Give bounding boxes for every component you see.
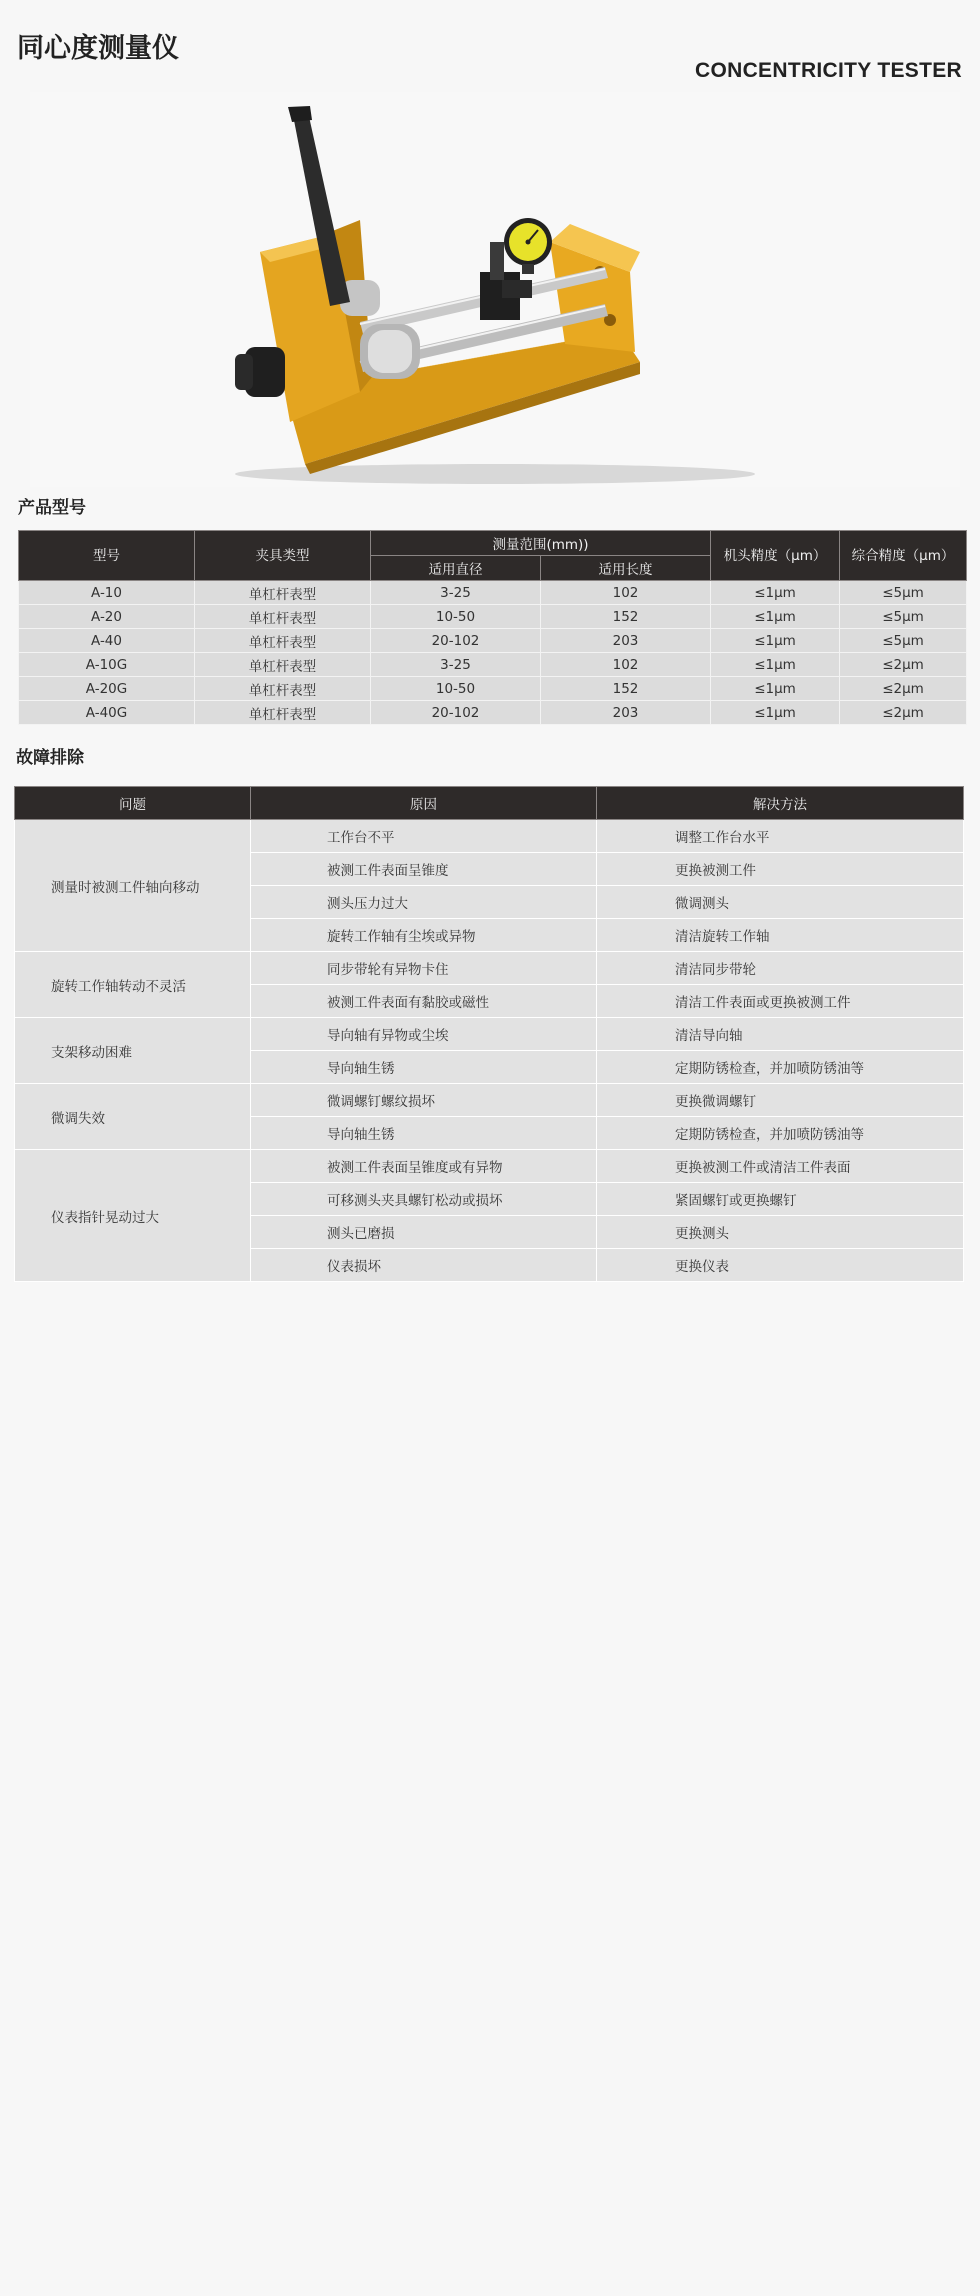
cell-model: A-10G: [19, 653, 195, 677]
cell-cause: 导向轴生锈: [251, 1117, 597, 1150]
section-title-models: 产品型号: [18, 498, 86, 518]
cell-solution: 定期防锈检查，并加喷防锈油等: [597, 1051, 964, 1084]
cell-overall-precision: ≤2μm: [840, 677, 967, 701]
cell-diameter: 10-50: [371, 605, 541, 629]
cell-cause: 导向轴有异物或尘埃: [251, 1018, 597, 1051]
cell-fixture: 单杠杆表型: [195, 701, 371, 725]
cell-solution: 清洁旋转工作轴: [597, 919, 964, 952]
header-fixture: 夹具类型: [195, 531, 371, 581]
cell-head-precision: ≤1μm: [711, 605, 840, 629]
header-diameter: 适用直径: [371, 556, 541, 581]
cell-solution: 更换仪表: [597, 1249, 964, 1282]
cell-diameter: 20-102: [371, 629, 541, 653]
cell-solution: 清洁同步带轮: [597, 952, 964, 985]
cell-length: 102: [541, 653, 711, 677]
cell-solution: 更换微调螺钉: [597, 1084, 964, 1117]
cell-solution: 定期防锈检查，并加喷防锈油等: [597, 1117, 964, 1150]
troubleshooting-table: [14, 786, 964, 1282]
header-model: 型号: [19, 531, 195, 581]
header-solution: 解决方法: [597, 787, 964, 820]
cell-overall-precision: ≤5μm: [840, 629, 967, 653]
cell-model: A-10: [19, 581, 195, 605]
cell-solution: 清洁导向轴: [597, 1018, 964, 1051]
cell-solution: 紧固螺钉或更换螺钉: [597, 1183, 964, 1216]
cell-head-precision: ≤1μm: [711, 629, 840, 653]
cell-length: 203: [541, 701, 711, 725]
table-row: [19, 605, 967, 629]
table-row: [19, 677, 967, 701]
cell-diameter: 3-25: [371, 581, 541, 605]
cell-length: 102: [541, 581, 711, 605]
cell-solution: 更换被测工件: [597, 853, 964, 886]
cell-cause: 同步带轮有异物卡住: [251, 952, 597, 985]
cell-cause: 测头压力过大: [251, 886, 597, 919]
cell-cause: 测头已磨损: [251, 1216, 597, 1249]
cell-head-precision: ≤1μm: [711, 701, 840, 725]
cell-cause: 被测工件表面呈锥度: [251, 853, 597, 886]
header-cause: 原因: [251, 787, 597, 820]
cell-length: 203: [541, 629, 711, 653]
cell-solution: 微调测头: [597, 886, 964, 919]
cell-overall-precision: ≤2μm: [840, 653, 967, 677]
section-title-faults: 故障排除: [16, 748, 84, 768]
table-row: [19, 629, 967, 653]
cell-solution: 调整工作台水平: [597, 820, 964, 853]
header-range: 测量范围(mm)): [371, 531, 711, 556]
cell-fixture: 单杠杆表型: [195, 653, 371, 677]
cell-diameter: 10-50: [371, 677, 541, 701]
cell-problem: 微调失效: [15, 1084, 251, 1150]
cell-problem: 支架移动困难: [15, 1018, 251, 1084]
cell-cause: 被测工件表面呈锥度或有异物: [251, 1150, 597, 1183]
cell-model: A-20G: [19, 677, 195, 701]
table-row: [19, 701, 967, 725]
table-row: [19, 581, 967, 605]
cell-model: A-40G: [19, 701, 195, 725]
cell-problem: 旋转工作轴转动不灵活: [15, 952, 251, 1018]
cell-problem: 测量时被测工件轴向移动: [15, 820, 251, 952]
cell-problem: 仪表指针晃动过大: [15, 1150, 251, 1282]
page-title-english: CONCENTRICITY TESTER: [695, 59, 962, 82]
cell-head-precision: ≤1μm: [711, 653, 840, 677]
cell-head-precision: ≤1μm: [711, 581, 840, 605]
cell-model: A-40: [19, 629, 195, 653]
page-title: 同心度测量仪: [17, 33, 179, 64]
table-row: [15, 1150, 964, 1183]
cell-fixture: 单杠杆表型: [195, 581, 371, 605]
product-photo: [30, 92, 960, 487]
cell-diameter: 3-25: [371, 653, 541, 677]
cell-overall-precision: ≤5μm: [840, 605, 967, 629]
cell-cause: 被测工件表面有黏胶或磁性: [251, 985, 597, 1018]
cell-head-precision: ≤1μm: [711, 677, 840, 701]
cell-cause: 工作台不平: [251, 820, 597, 853]
table-row: [15, 1084, 964, 1117]
cell-model: A-20: [19, 605, 195, 629]
cell-fixture: 单杠杆表型: [195, 677, 371, 701]
table-row: [15, 820, 964, 853]
header-length: 适用长度: [541, 556, 711, 581]
cell-cause: 旋转工作轴有尘埃或异物: [251, 919, 597, 952]
cell-overall-precision: ≤5μm: [840, 581, 967, 605]
cell-solution: 清洁工件表面或更换被测工件: [597, 985, 964, 1018]
cell-solution: 更换测头: [597, 1216, 964, 1249]
cell-overall-precision: ≤2μm: [840, 701, 967, 725]
cell-solution: 更换被测工件或清洁工件表面: [597, 1150, 964, 1183]
header-problem: 问题: [15, 787, 251, 820]
cell-length: 152: [541, 677, 711, 701]
table-row: [19, 653, 967, 677]
table-row: [15, 1018, 964, 1051]
cell-cause: 可移测头夹具螺钉松动或损坏: [251, 1183, 597, 1216]
header-head-precision: 机头精度（μm）: [711, 531, 840, 581]
cell-diameter: 20-102: [371, 701, 541, 725]
table-row: [15, 952, 964, 985]
cell-fixture: 单杠杆表型: [195, 605, 371, 629]
model-table: [18, 530, 967, 725]
cell-cause: 仪表损坏: [251, 1249, 597, 1282]
cell-length: 152: [541, 605, 711, 629]
cell-fixture: 单杠杆表型: [195, 629, 371, 653]
header-overall-precision: 综合精度（μm）: [840, 531, 967, 581]
cell-cause: 导向轴生锈: [251, 1051, 597, 1084]
cell-cause: 微调螺钉螺纹损坏: [251, 1084, 597, 1117]
